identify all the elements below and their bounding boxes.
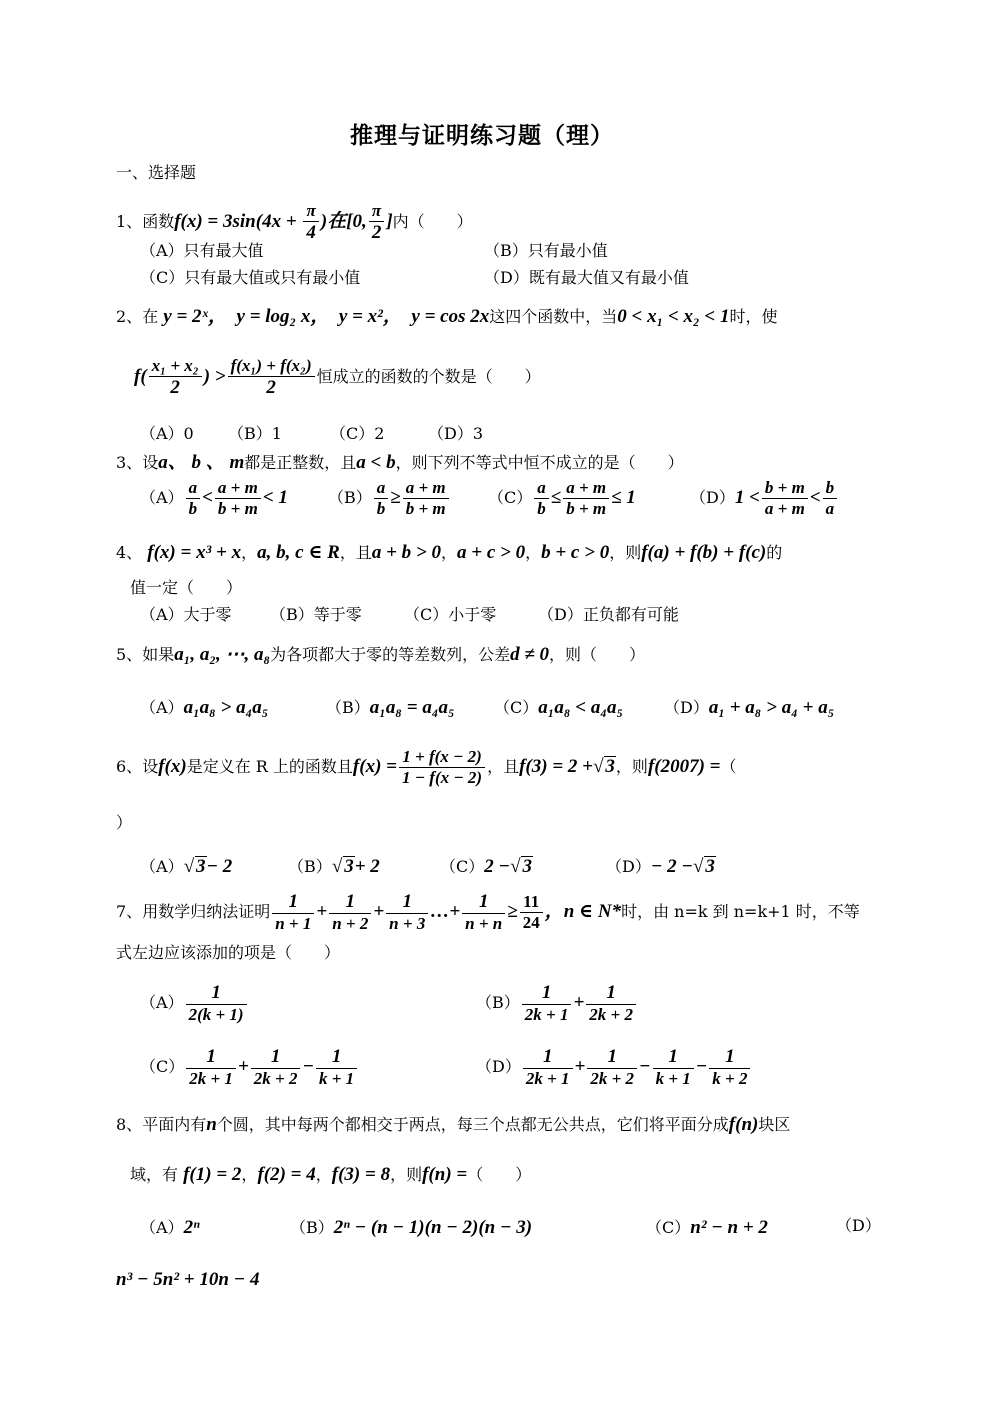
option-label: （A） [140,992,184,1012]
page-title: 推理与证明练习题（理） [350,122,614,149]
question-5-stem [116,645,645,664]
fraction [369,202,385,243]
math-expression: a₁a₈ > a₄a₅ [183,697,269,718]
question-2-stem [116,307,778,326]
fraction-numerator: a [374,479,389,499]
fraction-numerator: 1 [586,983,636,1005]
fraction-denominator: 2 [371,221,382,243]
fraction-numerator: 1 [186,983,247,1005]
fraction-numerator: a + m [215,479,261,499]
fraction [709,1047,750,1088]
stem-text: ，则（ ） [549,645,646,664]
question-4-stem [116,543,782,562]
math-relation: − [639,1055,651,1077]
math-expression: f(x) = [352,755,397,777]
fraction-denominator: 2 [266,376,276,398]
option-a: （A）大于零 [140,605,232,624]
fraction-denominator: n + 1 [275,913,312,933]
fraction [563,479,609,518]
math-relation: < [202,486,213,508]
fraction [534,479,549,518]
option-b: （B）等于零 [270,605,362,624]
math-expression: ) > [203,365,226,387]
math-expression: a₁ + a₈ > a₄ + a₅ [708,697,835,718]
fraction [251,1047,301,1088]
fraction [329,892,371,933]
fraction-numerator: 1 [386,892,428,914]
fraction-numerator: a + m [403,479,449,499]
fraction-denominator: 2k + 1 [525,1068,570,1088]
fraction-numerator: 1 + f(x − 2) [399,748,485,768]
math-expression: f(a) + f(b) + f(c) [641,542,767,563]
fraction-denominator: n + 3 [389,913,426,933]
fraction-denominator: b [537,498,546,518]
fraction [386,892,428,933]
option-label: （B） [326,698,370,717]
fraction [149,357,202,398]
stem-text: 时，使 [729,307,778,326]
option-label: （D） [664,698,709,717]
option-label: （A） [140,1218,184,1237]
option-d: （D）既有最大值又有最小值 [484,268,689,287]
option-label: （C） [494,698,539,717]
fraction-numerator: 1 [251,1047,301,1069]
sqrt-radicand: 3 [522,856,532,877]
math-expression: d ≠ 0 [510,644,550,665]
math-expression: ，n ∈ N* [544,900,622,922]
fraction [403,479,449,518]
sqrt-radicand: 3 [605,755,615,777]
sqrt-sign: √ [331,856,343,877]
fraction-numerator: 11 [520,893,543,913]
option-d: （D）正负都有可能 [538,605,679,624]
fraction-denominator: 4 [306,221,316,243]
stem-text: ，且 [487,756,520,776]
option-b [288,856,380,876]
fraction-denominator: b + m [405,498,446,518]
fraction-denominator: k + 2 [712,1068,748,1088]
math-expression: 0 < x₁ < x₂ < 1 [617,306,730,327]
math-expression: a₁a₈ < a₄a₅ [538,697,624,718]
fraction [215,479,261,518]
stem-text: ， [241,543,258,562]
math-expression: − 2 − [650,856,693,877]
fraction [462,892,505,933]
math-relation: − [302,1055,314,1077]
option-a: （A）0 [140,424,194,443]
fraction [522,983,572,1024]
fraction-numerator: 1 [653,1047,694,1069]
fraction-numerator: b [823,479,838,499]
option-c [140,1047,359,1088]
math-expression: 2ⁿ − (n − 1)(n − 2)(n − 3) [333,1217,533,1238]
fraction-denominator: 2(k + 1) [188,1004,244,1024]
option-label: （C） [646,1218,691,1237]
fraction [523,1047,573,1088]
option-label: （D） [476,1056,521,1076]
section-heading: 一、选择题 [116,163,197,182]
option-label: （B） [290,1218,334,1237]
math-relation: ≥ [507,900,518,922]
math-relation: 1 < [734,486,760,508]
stem-text: 都是正整数，且 [244,453,357,472]
fraction [374,479,389,518]
option-d [116,1270,259,1289]
question-number: 8、 [116,1115,143,1134]
fraction-numerator: x₁ + x₂ [149,357,202,377]
fraction-denominator: a [825,498,835,518]
fraction [186,1047,236,1088]
fraction [762,479,808,518]
sqrt-sign: √ [592,755,604,777]
fraction-denominator: 24 [522,912,540,932]
question-7-stem-cont: 式左边应该添加的项是（ ） [116,943,341,962]
sqrt-radicand: 3 [705,856,715,877]
option-d-label: （D） [836,1216,881,1235]
option-label: （C） [140,1056,185,1076]
fraction [520,893,543,932]
option-label: （B） [476,992,520,1012]
option-a: （A）只有最大值 [140,241,264,260]
option-b [326,698,455,717]
stem-text: 函数 [142,211,175,231]
fraction-denominator: 2k + 1 [524,1004,569,1024]
stem-text: 用数学归纳法证明 [142,901,271,921]
sqrt-radicand: 3 [196,856,206,877]
question-number: 1、 [116,211,143,231]
question-number: 5、 [116,645,143,664]
option-c [646,1218,768,1237]
option-label: （B） [288,857,332,876]
math-expression: f(x) = 3sin(4x + [174,210,302,232]
math-relation: + [237,1055,249,1077]
math-expression: f(3) = 2 + [519,755,593,777]
fraction-numerator: a + m [563,479,609,499]
question-number: 3、 [116,453,143,472]
stem-text: 恒成立的函数的个数是（ ） [316,366,541,386]
math-expression: 2ⁿ [183,1217,200,1238]
stem-text: 块区 [758,1115,791,1134]
math-expression: a < b [356,452,396,473]
stem-text: ， [315,1165,332,1184]
option-b [328,479,451,518]
fraction [587,1047,637,1088]
math-expression: )在[0, [320,210,367,232]
stem-text: 的 [766,543,783,562]
fraction-numerator: a [186,479,201,499]
stem-text: 为各项都大于零的等差数列，公差 [270,645,511,664]
fraction [823,479,838,518]
question-3-stem [116,453,684,472]
option-c [488,479,636,518]
math-expression: f(x) [158,755,187,777]
fraction-denominator: 2k + 2 [589,1004,633,1024]
math-expression: f(n) [728,1114,759,1135]
math-expression: f(2) = 4 [257,1164,316,1185]
stem-text: （ [720,756,737,776]
stem-text: 是定义在 R 上的函数且 [186,756,353,776]
question-6-stem [116,748,737,787]
fraction [586,983,636,1024]
fraction-denominator: b + m [217,498,258,518]
math-expression: a、 b 、 m [158,452,245,473]
math-relation: + [316,900,328,922]
math-expression: − 2 [206,856,233,877]
question-7-stem [116,892,860,933]
fraction-numerator: 1 [329,892,371,914]
math-expression: f(1) = 2 [183,1164,242,1185]
option-b [476,983,638,1024]
fraction-denominator: k + 1 [655,1068,691,1088]
fraction [186,983,247,1024]
math-relation: − [695,1055,708,1077]
math-expression: a₁a₈ = a₄a₅ [369,697,455,718]
option-label: （B） [328,487,372,507]
question-8-stem [116,1115,790,1134]
math-expression: ] [386,210,393,232]
stem-text: ， [241,1165,258,1184]
math-expression: n² − n + 2 [690,1217,768,1238]
option-c: （C）只有最大值或只有最小值 [140,268,361,287]
fraction-denominator: n + n [465,913,503,933]
stem-text: 设 [142,756,159,776]
fraction-denominator: 2 [170,376,180,398]
fraction [316,1047,357,1088]
fraction [653,1047,694,1088]
question-1-stem [116,202,473,243]
math-relation: < [809,486,821,508]
stem-text: 域，有 [130,1165,179,1184]
fraction-numerator: 1 [522,983,572,1005]
math-expression: f(3) = 8 [331,1164,391,1185]
option-d: （D）3 [428,424,484,443]
stem-text: 设 [142,453,159,472]
fraction [399,748,485,787]
stem-text: 在 [142,307,159,326]
fraction-denominator: 2k + 2 [253,1068,298,1088]
fraction-numerator: b + m [762,479,808,499]
fraction-denominator: 2k + 2 [590,1068,635,1088]
fraction-numerator: a [534,479,549,499]
option-label: （D） [606,857,651,876]
math-relation: < 1 [262,486,288,508]
option-label: （C） [488,487,533,507]
option-c: （C）小于零 [404,605,497,624]
option-label: （D） [690,487,735,507]
fraction [228,357,315,398]
option-b: （B）只有最小值 [484,241,608,260]
math-expression: n [206,1114,217,1135]
option-d [606,856,716,876]
option-d [690,479,839,518]
stem-text: ，则 [615,756,648,776]
fraction-numerator: 1 [272,892,314,914]
stem-text: （ ） [467,1165,532,1184]
option-b [290,1218,532,1237]
sqrt-radicand: 3 [344,856,354,877]
question-number: 4、 [116,543,143,562]
math-expression: f( [134,365,147,387]
math-expression: n³ − 5n² + 10n − 4 [116,1269,260,1290]
fraction-numerator: 1 [523,1047,573,1069]
stem-text: 平面内有 [142,1115,207,1134]
math-relation: + [574,1055,586,1077]
option-c [494,698,623,717]
fraction-denominator: n + 2 [332,913,369,933]
stem-text: ，且 [339,543,372,562]
math-expression: a, b, c ∈ R [257,542,340,563]
stem-text: ， [440,543,457,562]
question-6-stem-cont: ） [116,813,133,832]
stem-text: 如果 [142,645,175,664]
math-expression: a + c > 0 [457,542,526,563]
stem-text: ， [525,543,542,562]
fraction [303,202,319,243]
fraction-numerator: 1 [587,1047,637,1069]
sqrt-sign: √ [692,856,704,877]
fraction-numerator: 1 [186,1047,236,1069]
option-label: （C） [440,857,485,876]
option-a [140,1218,200,1237]
stem-text: ，则下列不等式中恒不成立的是（ ） [395,453,684,472]
stem-text: 个圆，其中每两个都相交于两点，每三个点都无公共点，它们将平面分成 [216,1115,729,1134]
math-expression: a + b > 0 [371,542,441,563]
question-2-inequality [134,357,541,398]
option-c: （C）2 [330,424,385,443]
option-b: （B）1 [228,424,282,443]
fraction-denominator: 1 − f(x − 2) [401,767,483,787]
question-number: 2、 [116,307,143,326]
option-c [440,856,533,876]
fraction-denominator: a + m [764,498,805,518]
math-relation: ≥ [390,486,401,508]
fraction [186,479,201,518]
stem-text: ，则 [609,543,642,562]
option-label: （A） [140,698,184,717]
fraction-denominator: b + m [566,498,607,518]
fraction-denominator: 2k + 1 [189,1068,233,1088]
fraction-numerator: f(x₁) + f(x₂) [228,357,315,377]
option-d [664,698,834,717]
math-expression: f(n) = [422,1164,468,1185]
fraction-numerator: 1 [462,892,505,914]
math-expression: b + c > 0 [541,542,610,563]
fraction-numerator: π [369,202,385,222]
question-4-stem-cont: 值一定（ ） [130,578,243,597]
stem-text: 这四个函数中，当 [489,307,618,326]
option-a [140,856,232,876]
question-number: 6、 [116,756,143,776]
math-relation: ≤ 1 [611,486,636,508]
math-expression: f(x) = x³ + x [147,542,242,563]
fraction-denominator: b [376,498,386,518]
fraction [272,892,314,933]
math-expression: f(2007) = [647,755,721,777]
math-expression: + 2 [354,856,380,877]
stem-text: ，则 [390,1165,423,1184]
stem-text: 内（ ） [392,211,473,231]
fraction-numerator: 1 [709,1047,750,1069]
fraction-denominator: b [188,498,198,518]
fraction-denominator: k + 1 [318,1068,355,1088]
fraction-numerator: π [303,202,319,222]
math-relation: + [373,900,385,922]
math-relation: …+ [430,900,461,922]
option-a [140,479,288,518]
option-a [140,698,268,717]
math-relation: ≤ [550,486,562,508]
sqrt-sign: √ [183,856,194,877]
question-8-stem-cont [130,1165,531,1184]
math-expression: a₁, a₂, ⋯, a₈ [174,644,271,665]
math-expression: y = 2ˣ， y = log₂ x， y = x²， y = cos 2x [163,306,490,327]
option-label: （A） [140,857,184,876]
option-a [140,983,249,1024]
fraction-numerator: 1 [316,1047,357,1069]
stem-text: 时，由 n=k 到 n=k+1 时，不等 [621,901,860,921]
math-relation: + [573,991,585,1013]
option-d [476,1047,752,1088]
question-number: 7、 [116,901,143,921]
option-label: （A） [140,487,184,507]
math-expression: 2 − [484,856,511,877]
sqrt-sign: √ [510,856,521,877]
